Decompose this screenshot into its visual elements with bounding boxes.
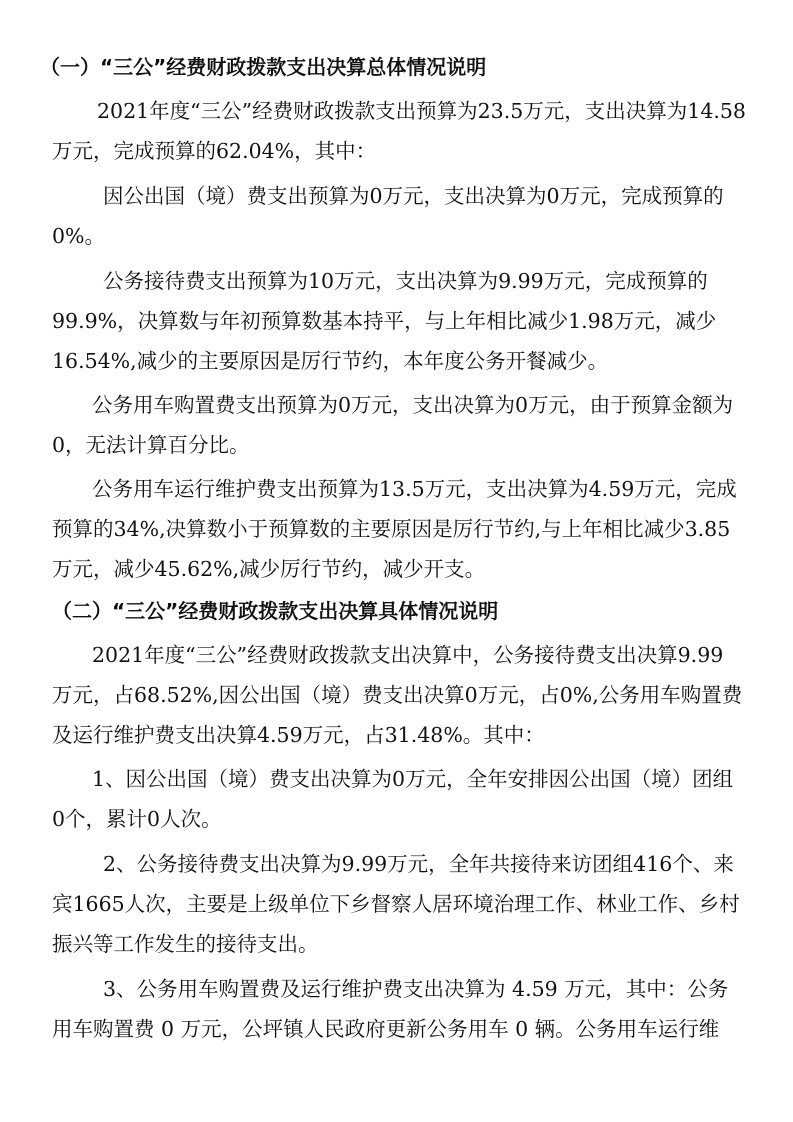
- section-heading-details: （二）“三公”经费财政拨款支出决算具体情况说明: [52, 599, 499, 623]
- paragraph-line: 振兴等工作发生的接待支出。: [52, 932, 319, 956]
- paragraph-line: 公务用车运行维护费支出预算为13.5万元，支出决算为4.59万元，完成: [92, 477, 737, 501]
- paragraph-line: 2021年度“三公”经费财政拨款支出预算为23.5万元，支出决算为14.58: [97, 99, 746, 123]
- paragraph-line: 万元，占68.52%,因公出国（境）费支出决算0万元，占0%,公务用车购置费: [52, 683, 743, 707]
- paragraph-line: 3、公务用车购置费及运行维护费支出决算为 4.59 万元，其中：公务: [103, 977, 729, 1001]
- paragraph-line: 宾1665人次，主要是上级单位下乡督察人居环境治理工作、林业工作、乡村: [52, 892, 740, 916]
- paragraph-line: 1、因公出国（境）费支出决算为0万元，全年安排因公出国（境）团组: [92, 767, 734, 791]
- paragraph-line: 16.54%,减少的主要原因是厉行节约，本年度公务开餐减少。: [52, 349, 609, 373]
- paragraph-line: 2021年度“三公”经费财政拨款支出决算中，公务接待费支出决算9.99: [92, 643, 724, 667]
- paragraph-line: 0，无法计算百分比。: [52, 433, 250, 457]
- paragraph-line: 0个，累计0人次。: [52, 807, 222, 831]
- paragraph-line: 公务用车购置费支出预算为0万元，支出决算为0万元，由于预算金额为: [92, 393, 734, 417]
- paragraph-line: 预算的34%,决算数小于预算数的主要原因是厉行节约,与上年相比减少3.85: [52, 517, 731, 541]
- paragraph-line: 用车购置费 0 万元，公坪镇人民政府更新公务用车 0 辆。公务用车运行维: [52, 1017, 720, 1041]
- paragraph-line: 万元，减少45.62%,减少厉行节约，减少开支。: [52, 557, 486, 581]
- paragraph-line: 公务接待费支出预算为10万元，支出决算为9.99万元，完成预算的: [103, 269, 708, 293]
- paragraph-line: 99.9%，决算数与年初预算数基本持平，与上年相比减少1.98万元，减少: [52, 309, 717, 333]
- section-heading-overview: （一）“三公”经费财政拨款支出决算总体情况说明: [40, 55, 487, 79]
- paragraph-line: 0%。: [52, 224, 106, 248]
- paragraph-line: 2、公务接待费支出决算为9.99万元，全年共接待来访团组416个、来: [103, 852, 734, 876]
- paragraph-line: 万元，完成预算的62.04%，其中：: [52, 139, 377, 163]
- paragraph-line: 及运行维护费支出决算4.59万元，占31.48%。其中：: [52, 723, 545, 747]
- paragraph-line: 因公出国（境）费支出预算为0万元，支出决算为0万元，完成预算的: [103, 184, 724, 208]
